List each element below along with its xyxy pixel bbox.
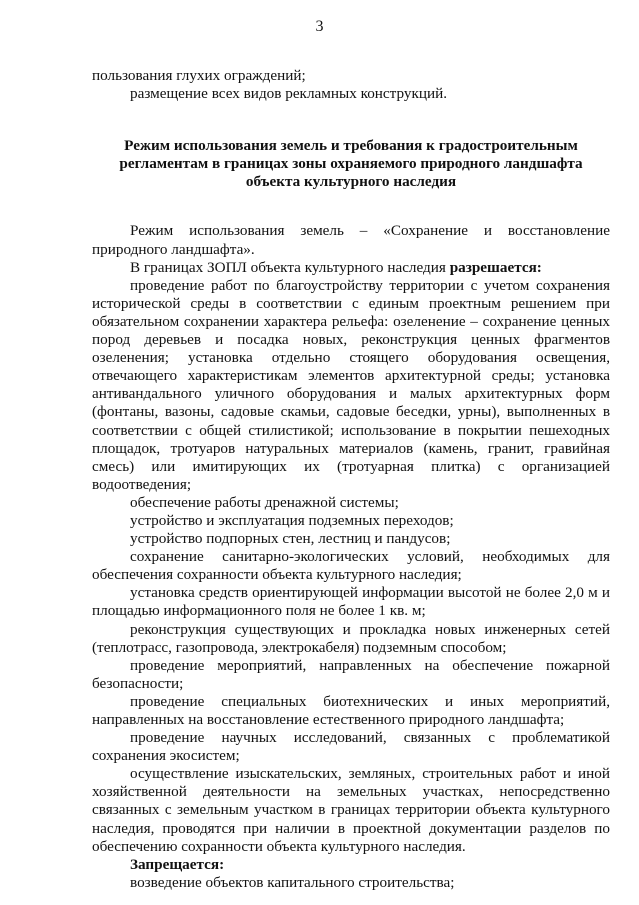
list-item-biotechnical-measures: проведение специальных биотехнических и иных мероприятий, направленных на восстановление естественного природного ландшафта; xyxy=(92,692,610,728)
list-item-drainage: обеспечение работы дренажной системы; xyxy=(130,493,399,511)
permitted-label: разрешается: xyxy=(449,258,542,276)
list-item-research: проведение научных исследований, связанных с проблематикой сохранения экосистем; xyxy=(92,729,610,765)
paragraph-continuation: пользования глухих ограждений; xyxy=(92,67,306,84)
list-item-engineering-networks: реконструкция существующих и прокладка новых инженерных сетей (теплотрасс, газопровода, электрокабеля) подземным способом; xyxy=(92,620,610,656)
paragraph-advertising: размещение всех видов рекламных конструкций. xyxy=(130,85,448,103)
list-item-signage: установка средств ориентирующей информации высотой не более 2,0 м и площадью информационного поля не более 1 кв. м; xyxy=(92,584,610,620)
paragraph-permitted-lead xyxy=(92,259,610,277)
list-item-retaining-walls: устройство подпорных стен, лестниц и пандусов; xyxy=(130,530,451,548)
section-heading: Режим использования земель и требования к градостроительным регламентам в границах зоны охраняемого природного ландшафта объекта культурного наследия xyxy=(119,137,583,191)
paragraph-land-use-mode: Режим использования земель – «Сохранение и восстановление природного ландшафта». xyxy=(92,222,610,258)
page-number: 3 xyxy=(315,18,324,35)
list-item-sanitary-conditions: сохранение санитарно-экологических условий, необходимых для обеспечения сохранности объекта культурного наследия; xyxy=(92,548,610,584)
list-item-survey-works: осуществление изыскательских, земляных, строительных работ и иной хозяйственной деятельности на земельных участках, непосредственно связанных с земельным участком в границах территории объекта культурного наследия, проводятся при наличии в проектной документации разделов по обеспечению сохранности объекта культурного наследия. xyxy=(92,765,610,855)
list-item-fire-safety: проведение мероприятий, направленных на обеспечение пожарной безопасности; xyxy=(92,656,610,692)
list-item-landscaping: проведение работ по благоустройству территории с учетом сохранения исторической среды в соответствии с единым проектным решением при обязательном сохранении характера рельефа: озеленение – сохранение ценных пород деревьев и посадка новых, реконструкция ценных фрагментов озеленения; установка отдельно стоящего оборудования освещения, отвечающего характеристикам элементов архитектурной среды; установка антивандального уличного оборудования и малых архитектурных форм (фонтаны, вазоны, садовые скамьи, садовые беседки, урны), выполненных в соответствии с общей стилистикой; использование в покрытии пешеходных площадок, тротуаров натуральных материалов (камень, гранит, гравийная смесь) или имитирующих их (тротуарная плитка) с организацией водоотведения; xyxy=(92,276,610,493)
document-body xyxy=(92,67,610,892)
permitted-lead-text: В границах ЗОПЛ объекта культурного наследия xyxy=(130,258,450,276)
list-item-capital-construction: возведение объектов капитального строительства; xyxy=(130,873,455,891)
list-item-underpasses: устройство и эксплуатация подземных переходов; xyxy=(130,511,454,529)
prohibited-label: Запрещается: xyxy=(130,855,225,873)
